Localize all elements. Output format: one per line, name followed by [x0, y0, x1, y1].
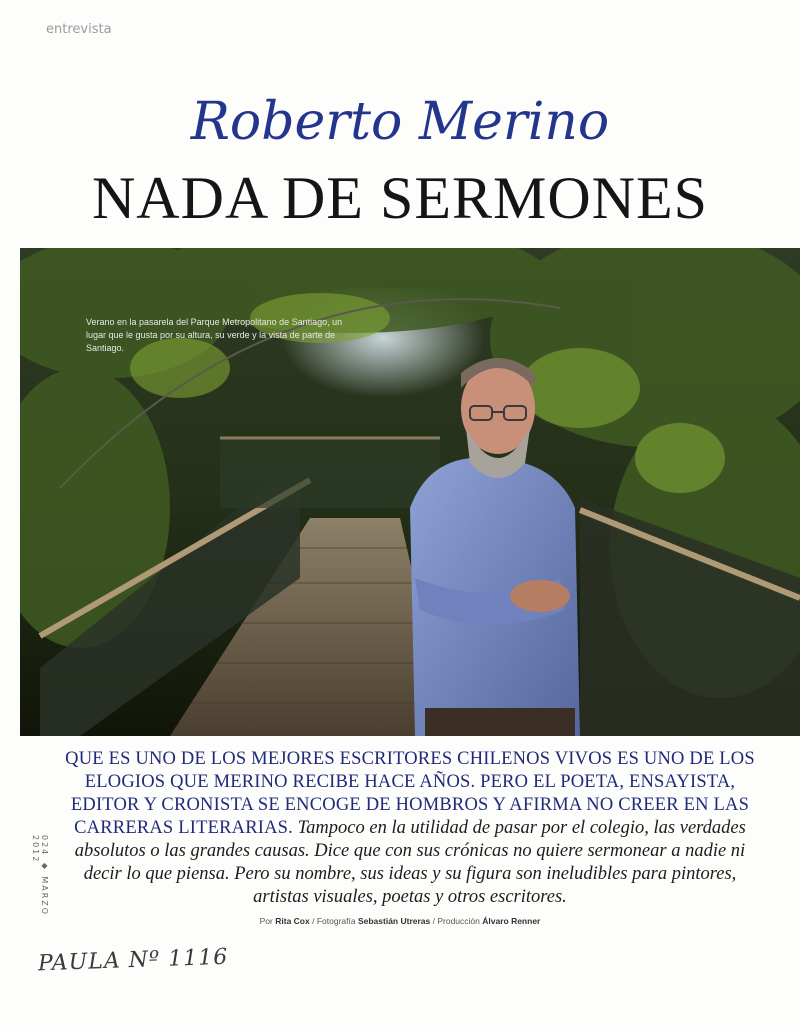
article-headline: NADA DE SERMONES: [91, 165, 709, 231]
lead-paragraph: [60, 748, 760, 909]
article-name: Roberto Merino: [190, 92, 610, 152]
photographer-name: Sebastián Utreras: [357, 916, 431, 926]
photo-caption: Verano en la pasarela del Parque Metropolitano de Santiago, un lugar que le gusta por su altura, su verde y la vista de parte de Santiago.: [86, 317, 343, 353]
by-label: Por: [259, 916, 273, 926]
production-label: / Producción: [432, 916, 480, 926]
credits-line: [0, 916, 800, 926]
section-label: entrevista: [46, 22, 112, 37]
page-info: 024 ◆ MARZO 2012: [31, 835, 49, 917]
handwritten-note: PAULA Nº 1116: [37, 944, 229, 977]
photo-label: / Fotografía: [312, 916, 356, 926]
lead-body: Tampoco en la utilidad de pasar por el colegio, las verdades absolutos o las grandes causas. Dice que con sus crónicas no quiere sermonear a nadie ni decir lo que piensa. Pero su nombre, sus ideas y su figura son ineludibles para pintores, artistas visuales, poetas y otros escritores.: [74, 818, 746, 907]
author-name: Rita Cox: [275, 916, 310, 926]
lead-intro: QUE ES UNO DE LOS MEJORES ESCRITORES CHILENOS VIVOS ES UNO DE LOS ELOGIOS QUE MERINO RECIBE HACE AÑOS. PERO EL POETA, ENSAYISTA, EDITOR Y CRONISTA SE ENCOGE DE HOMBROS Y AFIRMA NO CREER EN LAS CARRERAS LITERARIAS.: [65, 749, 755, 838]
producer-name: Álvaro Renner: [482, 916, 541, 926]
